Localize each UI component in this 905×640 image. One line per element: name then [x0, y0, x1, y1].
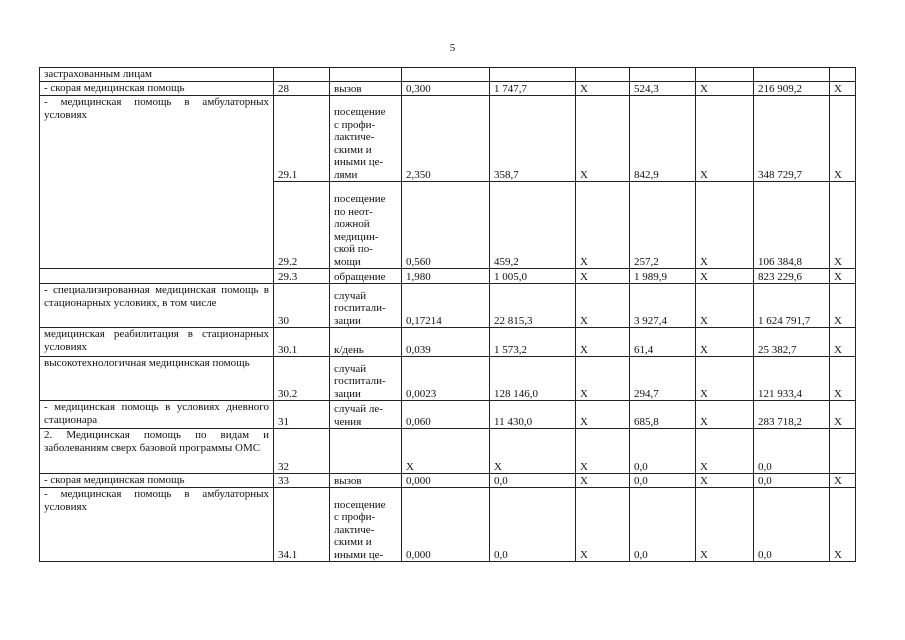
cell-code: 34.1: [274, 488, 330, 562]
cell-value: X: [696, 182, 754, 269]
cell-unit: посещение с профи- лактиче- скими и иными це-: [330, 488, 402, 562]
table-row: [40, 474, 856, 488]
cell-value: 283 718,2: [754, 401, 830, 429]
cell-value: X: [696, 357, 754, 401]
cell-value: X: [696, 328, 754, 357]
cell-name: высокотехнологичная медицинская помощь: [40, 357, 274, 401]
cell-name: медицинская реабилитация в стационарных условиях: [40, 328, 274, 357]
cell-value: 348 729,7: [754, 96, 830, 182]
cell-unit: посещение с профи- лактиче- скими и иными це- лями: [330, 96, 402, 182]
cell-value: [830, 429, 856, 474]
cell-value: X: [576, 328, 630, 357]
cell-value: 25 382,7: [754, 328, 830, 357]
cell-value: X: [830, 401, 856, 429]
cell-value: 524,3: [630, 82, 696, 96]
cell-value: X: [576, 401, 630, 429]
cell-value: 358,7: [490, 96, 576, 182]
cell-unit: случай госпитали- зации: [330, 284, 402, 328]
cell-value: X: [696, 284, 754, 328]
cell-value: 11 430,0: [490, 401, 576, 429]
cell-value: 823 229,6: [754, 269, 830, 284]
cell-value: X: [576, 284, 630, 328]
cell-value: 0,560: [402, 182, 490, 269]
cell-name: - скорая медицинская помощь: [40, 474, 274, 488]
cell-value: 1 573,2: [490, 328, 576, 357]
cell-value: 0,0: [490, 474, 576, 488]
table-row: [40, 68, 856, 82]
cell-value: X: [830, 488, 856, 562]
cell-value: X: [576, 82, 630, 96]
cell-value: X: [576, 357, 630, 401]
table-row: [40, 269, 856, 284]
cell-unit: вызов: [330, 82, 402, 96]
cell-name: застрахованным лицам: [40, 68, 274, 82]
cell-value: X: [696, 429, 754, 474]
cell-value: 1 005,0: [490, 269, 576, 284]
cell-value: X: [830, 328, 856, 357]
table-row: [40, 96, 856, 182]
table-row: [40, 328, 856, 357]
table-row: [40, 429, 856, 474]
cell-unit: случай госпитали- зации: [330, 357, 402, 401]
page-number: 5: [449, 42, 456, 54]
cell-value: 1 624 791,7: [754, 284, 830, 328]
cell-code: 29.2: [274, 182, 330, 269]
cell-value: 0,0: [490, 488, 576, 562]
cell-value: X: [576, 96, 630, 182]
cell-code: 29.1: [274, 96, 330, 182]
cell-value: 61,4: [630, 328, 696, 357]
cell-value: X: [696, 96, 754, 182]
cell-value: 22 815,3: [490, 284, 576, 328]
cell-name: - скорая медицинская помощь: [40, 82, 274, 96]
cell-value: 0,000: [402, 474, 490, 488]
cell-value: 0,000: [402, 488, 490, 562]
cell-value: X: [830, 357, 856, 401]
cell-value: X: [576, 488, 630, 562]
cell-code: 28: [274, 82, 330, 96]
cell-value: X: [696, 474, 754, 488]
cell-name: 2. Медицинская помощь по видам и заболеваниям сверх базовой программы ОМС: [40, 429, 274, 474]
cell-value: 1,980: [402, 269, 490, 284]
cell-value: 121 933,4: [754, 357, 830, 401]
cell-value: X: [490, 429, 576, 474]
cell-value: X: [830, 269, 856, 284]
cell-value: 216 909,2: [754, 82, 830, 96]
cell-code: 32: [274, 429, 330, 474]
cell-name: - специализированная медицинская помощь в стационарных условиях, в том числе: [40, 284, 274, 328]
cell-value: 2,350: [402, 96, 490, 182]
cell-value: X: [830, 284, 856, 328]
table-row: [40, 401, 856, 429]
cell-value: 0,0: [630, 488, 696, 562]
cell-value: 0,039: [402, 328, 490, 357]
cell-value: X: [696, 269, 754, 284]
cell-value: 257,2: [630, 182, 696, 269]
cell-unit: обращение: [330, 269, 402, 284]
cell-value: X: [830, 82, 856, 96]
cell-value: 3 927,4: [630, 284, 696, 328]
cell-value: 0,0: [754, 474, 830, 488]
cell-value: 0,060: [402, 401, 490, 429]
cell-value: 459,2: [490, 182, 576, 269]
table-row: [40, 284, 856, 328]
cell-value: X: [576, 269, 630, 284]
cell-value: X: [696, 488, 754, 562]
table-row: [40, 82, 856, 96]
cell-value: 0,0: [754, 429, 830, 474]
cell-value: X: [830, 96, 856, 182]
cell-value: 0,300: [402, 82, 490, 96]
cell-value: 0,17214: [402, 284, 490, 328]
cell-name: [40, 269, 274, 284]
cell-value: 128 146,0: [490, 357, 576, 401]
cell-value: 294,7: [630, 357, 696, 401]
cell-value: X: [576, 474, 630, 488]
cell-value: X: [576, 429, 630, 474]
cell-code: 33: [274, 474, 330, 488]
cell-value: 1 747,7: [490, 82, 576, 96]
cell-value: X: [830, 182, 856, 269]
table-row: [40, 488, 856, 562]
cell-value: 685,8: [630, 401, 696, 429]
cell-code: 30.1: [274, 328, 330, 357]
cell-value: 0,0: [630, 429, 696, 474]
cell-code: 29.3: [274, 269, 330, 284]
cell-unit: посещение по неот- ложной медицин- ской по- мощи: [330, 182, 402, 269]
cell-code: 30.2: [274, 357, 330, 401]
cell-code: 30: [274, 284, 330, 328]
cell-name: - медицинская помощь в условиях дневного стационара: [40, 401, 274, 429]
cell-value: 1 989,9: [630, 269, 696, 284]
cell-value: 106 384,8: [754, 182, 830, 269]
cell-unit: случай ле- чения: [330, 401, 402, 429]
cell-value: X: [830, 474, 856, 488]
cell-unit: к/день: [330, 328, 402, 357]
cell-value: 842,9: [630, 96, 696, 182]
cell-value: 0,0: [630, 474, 696, 488]
cell-value: X: [696, 82, 754, 96]
cell-name: - медицинская помощь в амбулаторных условиях: [40, 488, 274, 562]
financial-table: [39, 67, 856, 562]
cell-unit: вызов: [330, 474, 402, 488]
cell-name: - медицинская помощь в амбулаторных условиях: [40, 96, 274, 269]
cell-value: 0,0: [754, 488, 830, 562]
table-row: [40, 357, 856, 401]
cell-code: 31: [274, 401, 330, 429]
cell-value: X: [576, 182, 630, 269]
cell-value: 0,0023: [402, 357, 490, 401]
cell-unit: [330, 429, 402, 474]
cell-value: X: [696, 401, 754, 429]
cell-value: X: [402, 429, 490, 474]
